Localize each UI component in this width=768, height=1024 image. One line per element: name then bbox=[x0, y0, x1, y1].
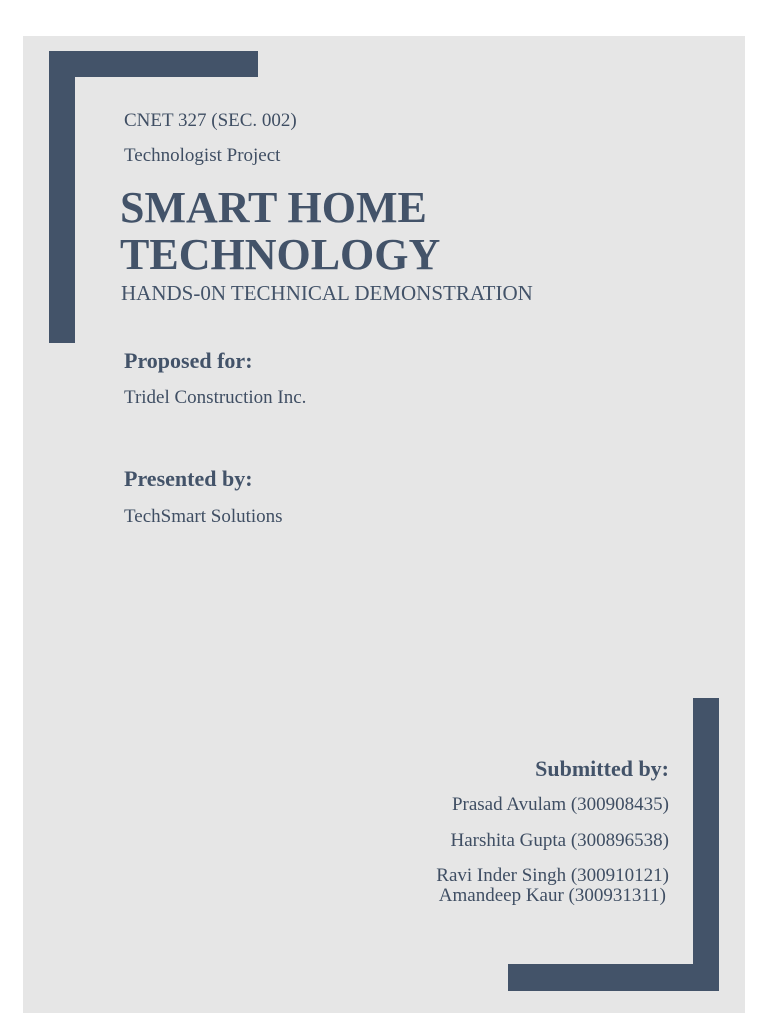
bottom-right-bracket-vertical bbox=[693, 698, 719, 991]
project-type: Technologist Project bbox=[124, 145, 281, 166]
document-subtitle: HANDS-0N TECHNICAL DEMONSTRATION bbox=[121, 281, 533, 305]
document-title bbox=[120, 184, 440, 278]
bottom-right-bracket-horizontal bbox=[508, 964, 719, 991]
title-line-2: TECHNOLOGY bbox=[120, 230, 441, 279]
proposed-for-value: Tridel Construction Inc. bbox=[124, 387, 307, 408]
cover-page bbox=[23, 36, 745, 1013]
proposed-for-label: Proposed for: bbox=[124, 348, 253, 373]
top-left-bracket-vertical bbox=[49, 51, 75, 343]
course-code: CNET 327 (SEC. 002) bbox=[124, 110, 297, 131]
presented-by-label: Presented by: bbox=[124, 466, 253, 491]
title-line-1: SMART HOME bbox=[120, 183, 427, 232]
presented-by-value: TechSmart Solutions bbox=[124, 506, 283, 527]
team-member: Ravi Inder Singh (300910121) bbox=[436, 865, 669, 886]
team-member: Amandeep Kaur (300931311) bbox=[438, 885, 666, 906]
team-member: Prasad Avulam (300908435) bbox=[451, 794, 669, 815]
submitted-by-block bbox=[436, 756, 669, 906]
submitted-by-label: Submitted by: bbox=[535, 756, 669, 781]
team-member: Harshita Gupta (300896538) bbox=[450, 830, 669, 851]
top-left-bracket-horizontal bbox=[49, 51, 258, 77]
